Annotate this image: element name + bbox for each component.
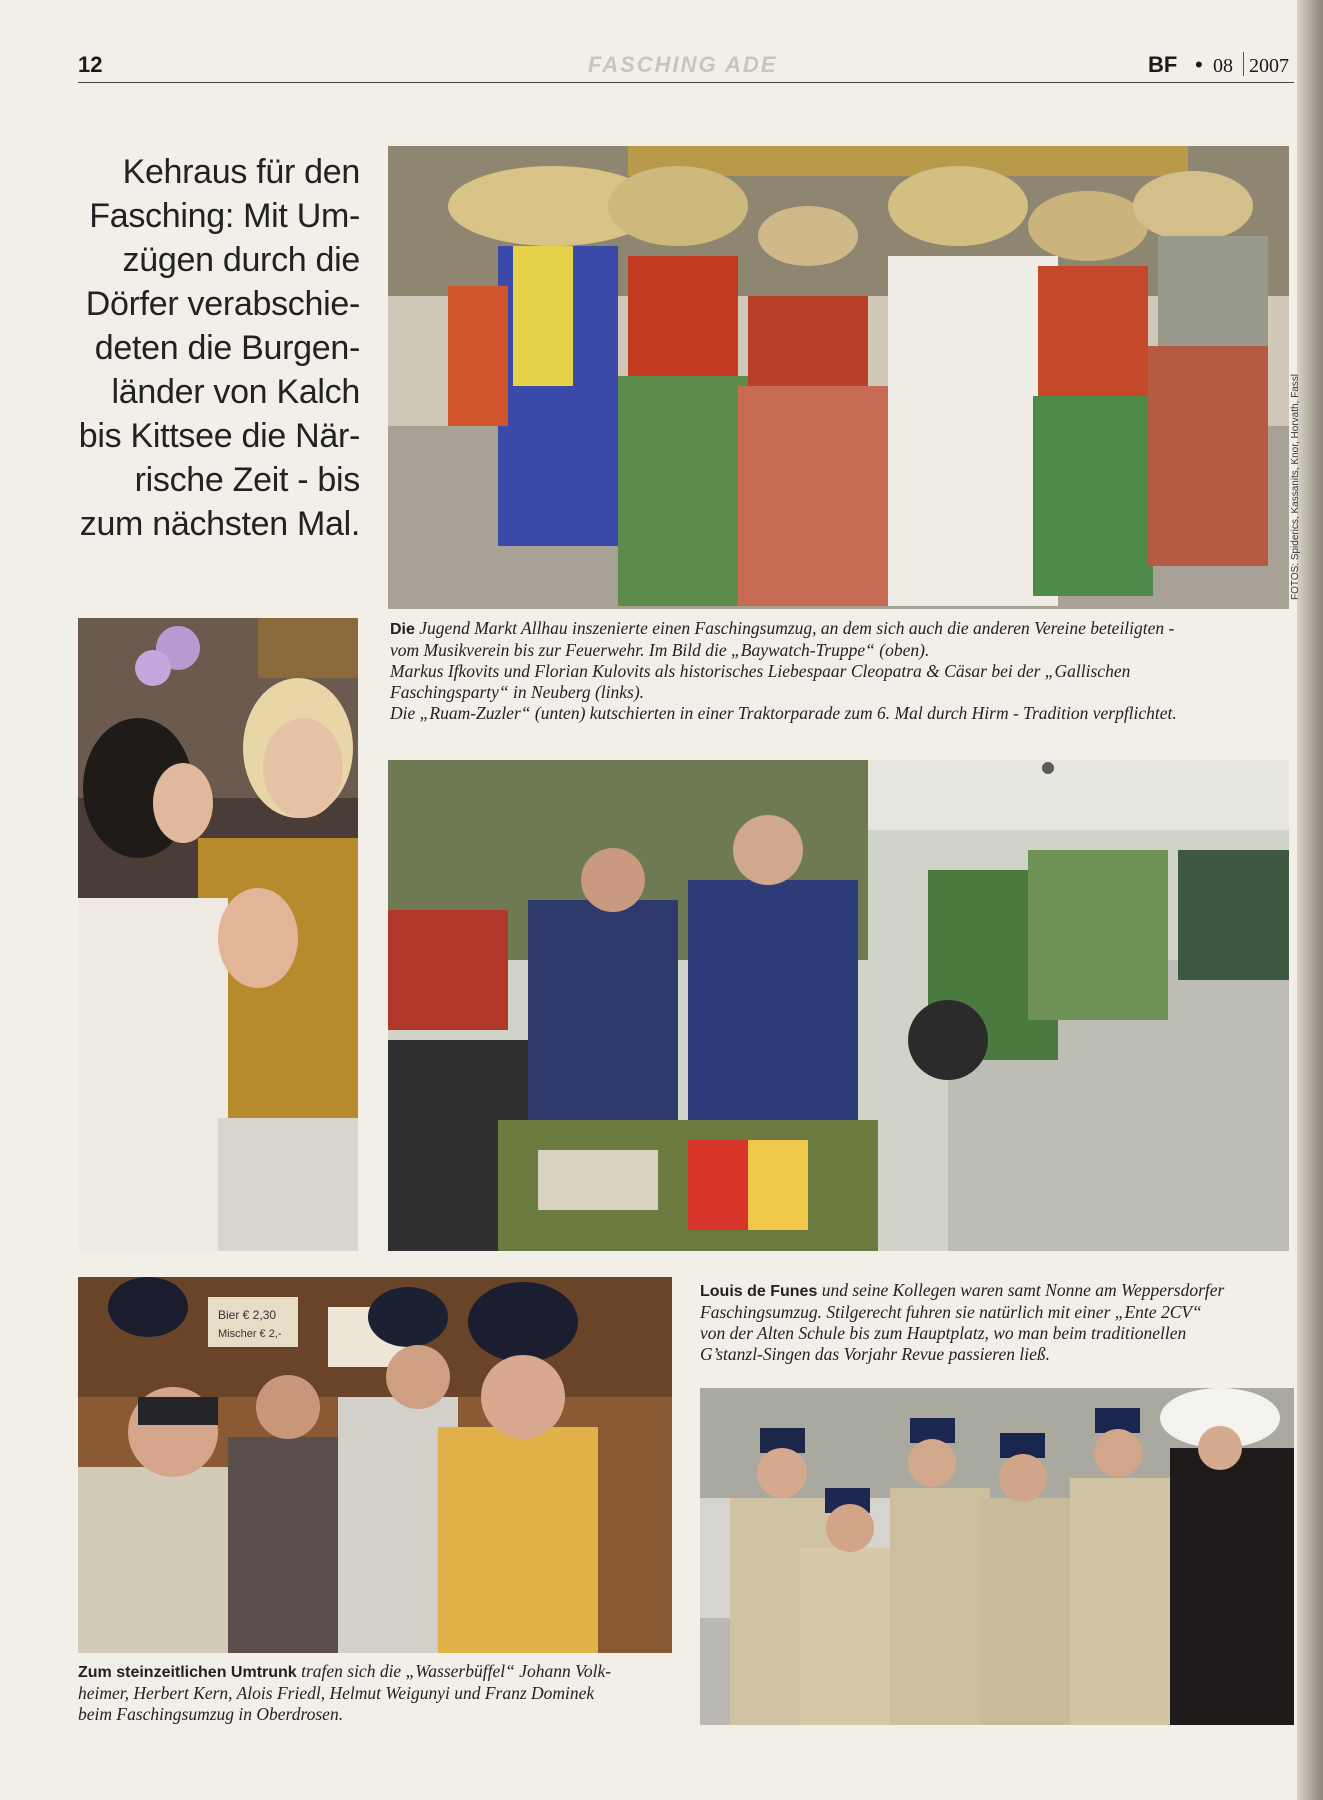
lede-text: [70, 150, 360, 546]
sign-bier: Bier € 2,30: [218, 1308, 277, 1322]
header-rule: [78, 82, 1294, 83]
photo-tractor-parade: [388, 760, 1289, 1251]
caption-main-lead: Die: [390, 621, 415, 638]
caption-main-line: Die „Ruam-Zuzler“ (unten) kutschierten in einer Traktorparade zum 6. Mal durch Hirm - Tradition verpflichtet.: [390, 703, 1177, 723]
caption-funes-line: G’stanzl-Singen das Vorjahr Revue passieren ließ.: [700, 1344, 1050, 1364]
publication-brand: BF: [1148, 52, 1178, 77]
section-title: FASCHING ADE: [588, 52, 778, 77]
page-edge-shadow: [1297, 0, 1323, 1800]
lede-line: Fasching: Mit Um-: [89, 197, 360, 235]
caption-funes-line: und seine Kollegen waren samt Nonne am Weppersdorfer: [817, 1280, 1225, 1300]
page-header: [0, 0, 1300, 95]
issue-divider: [1243, 52, 1244, 76]
photo-cleopatra-caesar: [78, 618, 358, 1251]
caption-stone-age: [78, 1661, 672, 1725]
issue-year: 2007: [1249, 55, 1289, 77]
caption-funes-line: Faschingsumzug. Stilgerecht fuhren sie natürlich mit einer „Ente 2CV“: [700, 1302, 1202, 1322]
lede-line: zum nächsten Mal.: [79, 505, 360, 543]
lede-line: rische Zeit - bis: [134, 461, 360, 499]
caption-funes-line: von der Alten Schule bis zum Hauptplatz, wo man beim traditionellen: [700, 1323, 1187, 1343]
photo-de-funes-gendarmes: [700, 1388, 1294, 1725]
photo-baywatch: [388, 146, 1289, 609]
photo-stone-age-drinking: [78, 1277, 672, 1653]
caption-stone-line: heimer, Herbert Kern, Alois Friedl, Helmut Weigunyi und Franz Dominek: [78, 1683, 595, 1703]
lede-line: zügen durch die: [122, 241, 360, 279]
caption-main-line: Jugend Markt Allhau inszenierte einen Faschingsumzug, an dem sich auch die anderen Vereine beteiligten -: [414, 618, 1175, 638]
caption-de-funes: [700, 1280, 1290, 1365]
header-separator: •: [1195, 52, 1203, 77]
caption-main-line: vom Musikverein bis zur Feuerwehr. Im Bild die „Baywatch-Truppe“ (oben).: [390, 640, 930, 660]
caption-stone-lead: Zum steinzeitlichen Umtrunk: [78, 1664, 297, 1681]
caption-main-line: Markus Ifkovits und Florian Kulovits als historisches Liebespaar Cleopatra & Cäsar bei der „Gallischen: [390, 661, 1131, 681]
caption-funes-lead: Louis de Funes: [700, 1283, 818, 1300]
caption-main: [390, 618, 1290, 724]
issue-number: 08: [1213, 55, 1233, 77]
lede-line: deten die Burgen-: [94, 329, 360, 367]
photo-credit: FOTOS: Spiderics, Kassanits, Knor, Horvath, Fassl: [1290, 373, 1301, 600]
caption-main-line: Faschingsparty“ in Neuberg (links).: [390, 682, 645, 702]
lede-line: Dörfer verabschie-: [85, 285, 360, 323]
lede-line: länder von Kalch: [111, 373, 360, 411]
sign-misc: Mischer € 2,-: [218, 1328, 282, 1340]
lede-line: bis Kittsee die När-: [78, 417, 360, 455]
caption-stone-line: trafen sich die „Wasserbüffel“ Johann Volk-: [296, 1661, 612, 1681]
caption-stone-line: beim Faschingsumzug in Oberdrosen.: [78, 1704, 344, 1724]
lede-line: Kehraus für den: [122, 153, 360, 191]
page-number: 12: [78, 52, 103, 77]
